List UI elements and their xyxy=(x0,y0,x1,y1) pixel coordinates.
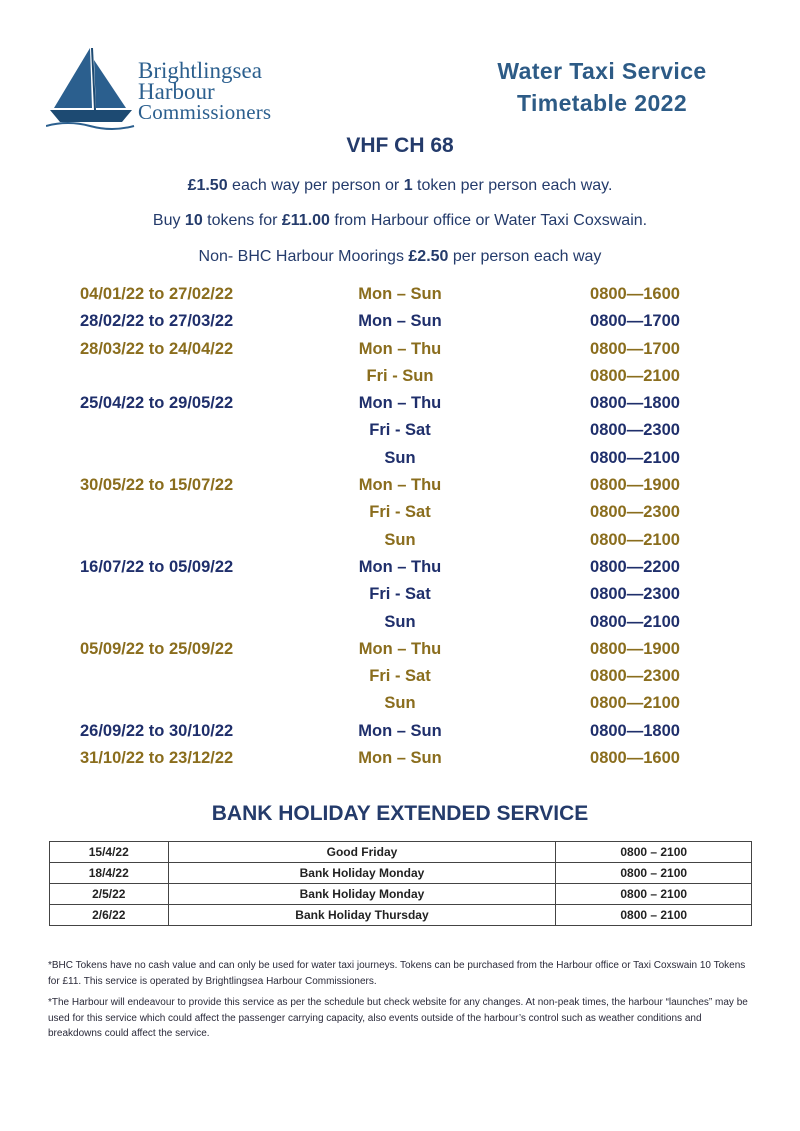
day-range: Fri - Sun xyxy=(366,366,434,385)
holiday-date: 2/5/22 xyxy=(50,884,169,905)
day-range: Mon – Thu xyxy=(358,557,442,576)
service-hours: 0800—2200 xyxy=(590,557,680,576)
service-hours: 0800—2100 xyxy=(590,612,680,631)
table-row xyxy=(50,905,752,926)
service-hours: 0800—2100 xyxy=(590,530,680,549)
mooring-price: £2.50 xyxy=(408,248,449,265)
day-range: Mon – Thu xyxy=(358,639,442,658)
day-range: Sun xyxy=(384,612,416,631)
title-line-2: Timetable 2022 xyxy=(516,90,688,116)
timetable-row xyxy=(0,390,800,417)
day-range: Mon – Thu xyxy=(358,476,442,495)
timetable-row xyxy=(0,336,800,363)
service-hours: 0800—1900 xyxy=(590,639,680,658)
day-range: Fri - Sat xyxy=(369,503,431,522)
date-range: 16/07/22 to 05/09/22 xyxy=(80,557,234,576)
fare-line-1 xyxy=(0,177,800,195)
day-range: Fri - Sat xyxy=(369,667,431,686)
note-tokens: *BHC Tokens have no cash value and can only be used for water taxi journeys. Tokens can be purchased from the Harbour office or Taxi Coxswain 10 Tokens for £11. This service is operated by Brightlingsea Harbour Commissioners. xyxy=(48,960,746,987)
service-hours: 0800—2300 xyxy=(590,503,680,522)
date-range: 28/02/22 to 27/03/22 xyxy=(80,312,234,331)
day-range: Sun xyxy=(384,530,416,549)
fare-line-2 xyxy=(0,212,800,230)
holiday-hours: 0800 – 2100 xyxy=(556,842,752,863)
timetable-row xyxy=(0,609,800,636)
timetable-row xyxy=(0,445,800,472)
date-range: 05/09/22 to 25/09/22 xyxy=(80,639,234,658)
day-range: Mon – Sun xyxy=(358,312,442,331)
fare-line-3 xyxy=(0,248,800,266)
service-hours: 0800—2300 xyxy=(590,585,680,604)
day-range: Mon – Thu xyxy=(358,394,442,413)
day-range: Sun xyxy=(384,694,416,713)
logo-line-2: Harbour xyxy=(138,79,215,104)
timetable-row xyxy=(0,745,800,772)
timetable-row xyxy=(0,499,800,526)
timetable-row xyxy=(0,663,800,690)
service-hours: 0800—1600 xyxy=(590,285,680,303)
timetable-row xyxy=(0,281,800,308)
holiday-name: Bank Holiday Thursday xyxy=(168,905,556,926)
holiday-hours: 0800 – 2100 xyxy=(556,905,752,926)
service-hours: 0800—2100 xyxy=(590,366,680,385)
day-range: Mon – Thu xyxy=(358,339,442,358)
harbour-logo xyxy=(46,46,286,132)
holiday-name: Bank Holiday Monday xyxy=(168,863,556,884)
service-hours: 0800—1900 xyxy=(590,476,680,495)
service-hours: 0800—2300 xyxy=(590,667,680,686)
service-hours: 0800—2100 xyxy=(590,694,680,713)
timetable-row xyxy=(0,308,800,335)
day-range: Mon – Sun xyxy=(358,285,442,303)
holiday-date: 2/6/22 xyxy=(50,905,169,926)
holiday-name: Bank Holiday Monday xyxy=(168,884,556,905)
service-hours: 0800—2100 xyxy=(590,448,680,467)
page-title xyxy=(472,55,732,119)
service-hours: 0800—2300 xyxy=(590,421,680,440)
fare-text: tokens for xyxy=(202,212,282,229)
logo-line-1: Brightlingsea xyxy=(138,58,262,83)
token-price: £11.00 xyxy=(281,212,330,229)
date-range: 30/05/22 to 15/07/22 xyxy=(80,476,234,495)
token-count: 1 xyxy=(403,177,413,194)
bank-holiday-table xyxy=(49,841,752,926)
holiday-date: 18/4/22 xyxy=(50,863,169,884)
day-range: Mon – Sun xyxy=(358,749,442,768)
timetable-row xyxy=(0,718,800,745)
bank-holiday-title: BANK HOLIDAY EXTENDED SERVICE xyxy=(211,802,589,825)
timetable-row xyxy=(0,363,800,390)
token-count: 10 xyxy=(184,212,203,229)
sailing-boat-icon xyxy=(46,46,136,132)
day-range: Fri - Sat xyxy=(369,421,431,440)
timetable-row xyxy=(0,527,800,554)
fare-price: £1.50 xyxy=(187,177,228,194)
date-range: 26/09/22 to 30/10/22 xyxy=(80,721,234,740)
fare-text: from Harbour office or Water Taxi Coxswain. xyxy=(329,212,648,229)
timetable-row xyxy=(0,417,800,444)
title-line-1: Water Taxi Service xyxy=(497,58,707,84)
timetable-row xyxy=(0,554,800,581)
logo-wordmark xyxy=(138,60,271,123)
fare-text: per person each way xyxy=(448,248,602,265)
fare-text: token per person each way. xyxy=(412,177,613,194)
date-range: 04/01/22 to 27/02/22 xyxy=(80,285,234,303)
service-hours: 0800—1800 xyxy=(590,721,680,740)
fare-text: Buy xyxy=(152,212,185,229)
table-row xyxy=(50,884,752,905)
logo-line-3: Commissioners xyxy=(138,100,272,124)
vhf-channel: VHF CH 68 xyxy=(346,134,454,157)
service-hours: 0800—1700 xyxy=(590,339,680,358)
service-hours: 0800—1700 xyxy=(590,312,680,331)
holiday-date: 15/4/22 xyxy=(50,842,169,863)
table-row xyxy=(50,842,752,863)
day-range: Sun xyxy=(384,448,416,467)
timetable-list xyxy=(0,281,800,772)
service-hours: 0800—1600 xyxy=(590,749,680,768)
table-row xyxy=(50,863,752,884)
note-disclaimer: *The Harbour will endeavour to provide this service as per the schedule but check website for any changes. At non-peak times, the harbour “launches” may be used for this service which could affect the passenger carrying capacity, also events outside of the harbour’s control such as weather conditions and breakdowns could affect the service. xyxy=(48,997,748,1039)
date-range: 25/04/22 to 29/05/22 xyxy=(80,394,234,413)
day-range: Mon – Sun xyxy=(358,721,442,740)
timetable-row xyxy=(0,581,800,608)
holiday-hours: 0800 – 2100 xyxy=(556,884,752,905)
timetable-row xyxy=(0,472,800,499)
date-range: 28/03/22 to 24/04/22 xyxy=(80,339,234,358)
timetable-row xyxy=(0,636,800,663)
fare-text: each way per person or xyxy=(227,177,404,194)
holiday-hours: 0800 – 2100 xyxy=(556,863,752,884)
day-range: Fri - Sat xyxy=(369,585,431,604)
date-range: 31/10/22 to 23/12/22 xyxy=(80,749,234,768)
timetable-row xyxy=(0,690,800,717)
fare-text: Non- BHC Harbour Moorings xyxy=(198,248,409,265)
service-hours: 0800—1800 xyxy=(590,394,680,413)
holiday-name: Good Friday xyxy=(168,842,556,863)
